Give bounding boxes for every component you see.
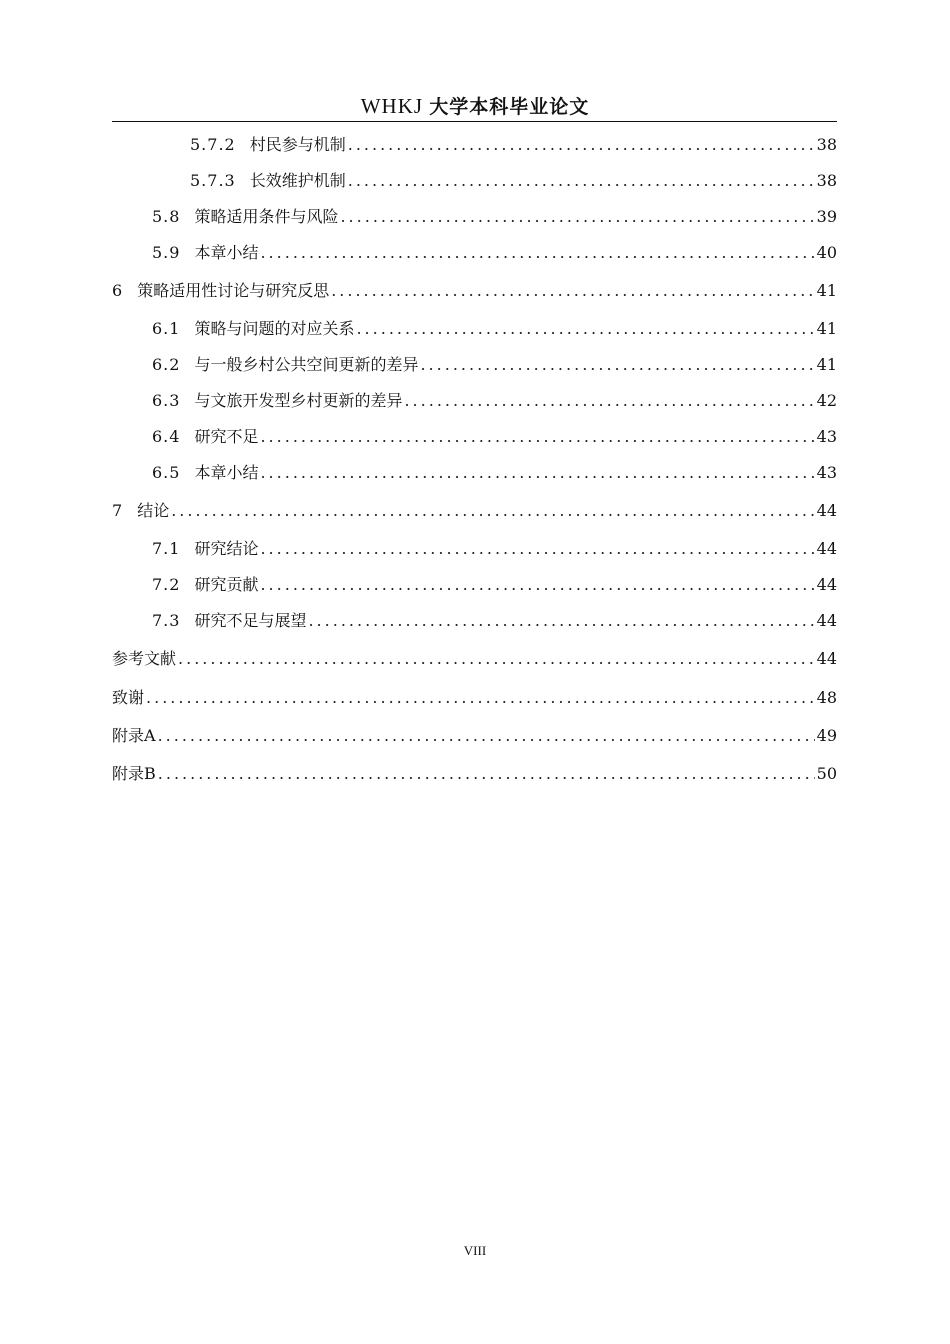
toc-entry-appendix-a[interactable] <box>112 721 837 747</box>
toc-entry-title: 长效维护机制 <box>249 171 346 190</box>
toc-entry-appendix-b[interactable] <box>112 759 837 785</box>
toc-entry-page: 44 <box>816 539 837 558</box>
toc-dot-leader <box>260 538 814 560</box>
toc-entry-page: 38 <box>816 135 837 154</box>
toc-entry-title: 策略适用性讨论与研究反思 <box>137 281 330 300</box>
toc-dot-leader <box>340 206 814 228</box>
toc-entry-chapter[interactable] <box>112 276 837 302</box>
toc-entry-title: 致谢 <box>112 688 145 707</box>
header-divider <box>112 121 837 122</box>
header-title-cn: 大学本科毕业论文 <box>429 96 590 118</box>
toc-entry-title: 结论 <box>137 501 170 520</box>
toc-entry-title: 本章小结 <box>194 243 259 262</box>
toc-entry[interactable] <box>112 422 837 448</box>
toc-entry-page: 44 <box>816 575 837 594</box>
toc-dot-leader <box>158 725 815 747</box>
toc-dot-leader <box>178 648 815 670</box>
toc-entry-number: 6.2 <box>152 355 181 374</box>
toc-entry[interactable] <box>112 314 837 340</box>
toc-dot-leader <box>146 687 815 709</box>
toc-dot-leader <box>260 462 814 484</box>
toc-dot-leader <box>260 426 814 448</box>
toc-entry-number: 7.2 <box>152 575 181 594</box>
toc-entry[interactable] <box>112 606 837 632</box>
toc-entry-title: 与文旅开发型乡村更新的差异 <box>194 391 403 410</box>
toc-dot-leader <box>260 242 814 264</box>
toc-entry[interactable] <box>112 350 837 376</box>
toc-entry-page: 42 <box>816 391 837 410</box>
toc-dot-leader <box>158 763 815 785</box>
toc-entry-title: 附录A <box>112 726 156 745</box>
toc-entry-number: 6.1 <box>152 319 181 338</box>
toc-entry-page: 41 <box>816 319 837 338</box>
toc-entry-page: 49 <box>816 726 837 745</box>
toc-entry-page: 43 <box>816 427 837 446</box>
toc-entry-chapter[interactable] <box>112 496 837 522</box>
toc-entry-title: 本章小结 <box>194 463 259 482</box>
toc-entry[interactable] <box>112 166 837 192</box>
toc-entry-title: 研究结论 <box>194 539 259 558</box>
toc-entry-number: 5.7.2 <box>190 135 236 154</box>
toc-entry-page: 41 <box>816 355 837 374</box>
toc-entry[interactable] <box>112 202 837 228</box>
toc-entry-page: 39 <box>816 207 837 226</box>
toc-entry-page: 44 <box>816 649 837 668</box>
toc-entry-title: 研究不足与展望 <box>194 611 307 630</box>
toc-entry-page: 38 <box>816 171 837 190</box>
toc-entry-title: 参考文献 <box>112 649 177 668</box>
running-header <box>0 92 950 119</box>
toc-entry-title: 研究贡献 <box>194 575 259 594</box>
toc-entry[interactable] <box>112 238 837 264</box>
toc-entry-title: 研究不足 <box>194 427 259 446</box>
toc-dot-leader <box>331 280 814 302</box>
toc-dot-leader <box>348 170 815 192</box>
toc-entry[interactable] <box>112 570 837 596</box>
footer-page-number: VIII <box>463 1243 487 1258</box>
toc-entry-title: 策略适用条件与风险 <box>194 207 339 226</box>
toc-entry-page: 40 <box>816 243 837 262</box>
toc-dot-leader <box>171 500 814 522</box>
toc-entry[interactable] <box>112 386 837 412</box>
toc-dot-leader <box>404 390 814 412</box>
toc-entry-number: 7.3 <box>152 611 181 630</box>
toc-entry-number: 7 <box>112 501 124 520</box>
toc-entry[interactable] <box>112 534 837 560</box>
toc-dot-leader <box>308 610 814 632</box>
toc-entry-number: 5.8 <box>152 207 181 226</box>
toc-entry-title: 村民参与机制 <box>249 135 346 154</box>
toc-entry-page: 41 <box>816 281 837 300</box>
toc-entry-number: 6.3 <box>152 391 181 410</box>
header-title-latin: WHKJ <box>360 94 424 118</box>
toc-entry-page: 44 <box>816 501 837 520</box>
toc-entry-page: 43 <box>816 463 837 482</box>
toc-entry-page: 50 <box>816 764 837 783</box>
toc-dot-leader <box>420 354 814 376</box>
toc-entry-title: 与一般乡村公共空间更新的差异 <box>194 355 419 374</box>
toc-entry-acknowledgements[interactable] <box>112 683 837 709</box>
toc-entry-page: 44 <box>816 611 837 630</box>
toc-entry-references[interactable] <box>112 644 837 670</box>
toc-entry[interactable] <box>112 130 837 156</box>
toc-entry-number: 6 <box>112 281 124 300</box>
toc-entry-title: 附录B <box>112 764 156 783</box>
toc-dot-leader <box>260 574 814 596</box>
toc-entry-page: 48 <box>816 688 837 707</box>
toc-entry-number: 6.4 <box>152 427 181 446</box>
toc-entry-number: 5.9 <box>152 243 181 262</box>
toc-entry-title: 策略与问题的对应关系 <box>194 319 355 338</box>
toc-dot-leader <box>356 318 814 340</box>
toc-entry-number: 5.7.3 <box>190 171 236 190</box>
toc-entry-number: 7.1 <box>152 539 181 558</box>
toc-dot-leader <box>348 134 815 156</box>
toc-entry[interactable] <box>112 458 837 484</box>
toc-entry-number: 6.5 <box>152 463 181 482</box>
